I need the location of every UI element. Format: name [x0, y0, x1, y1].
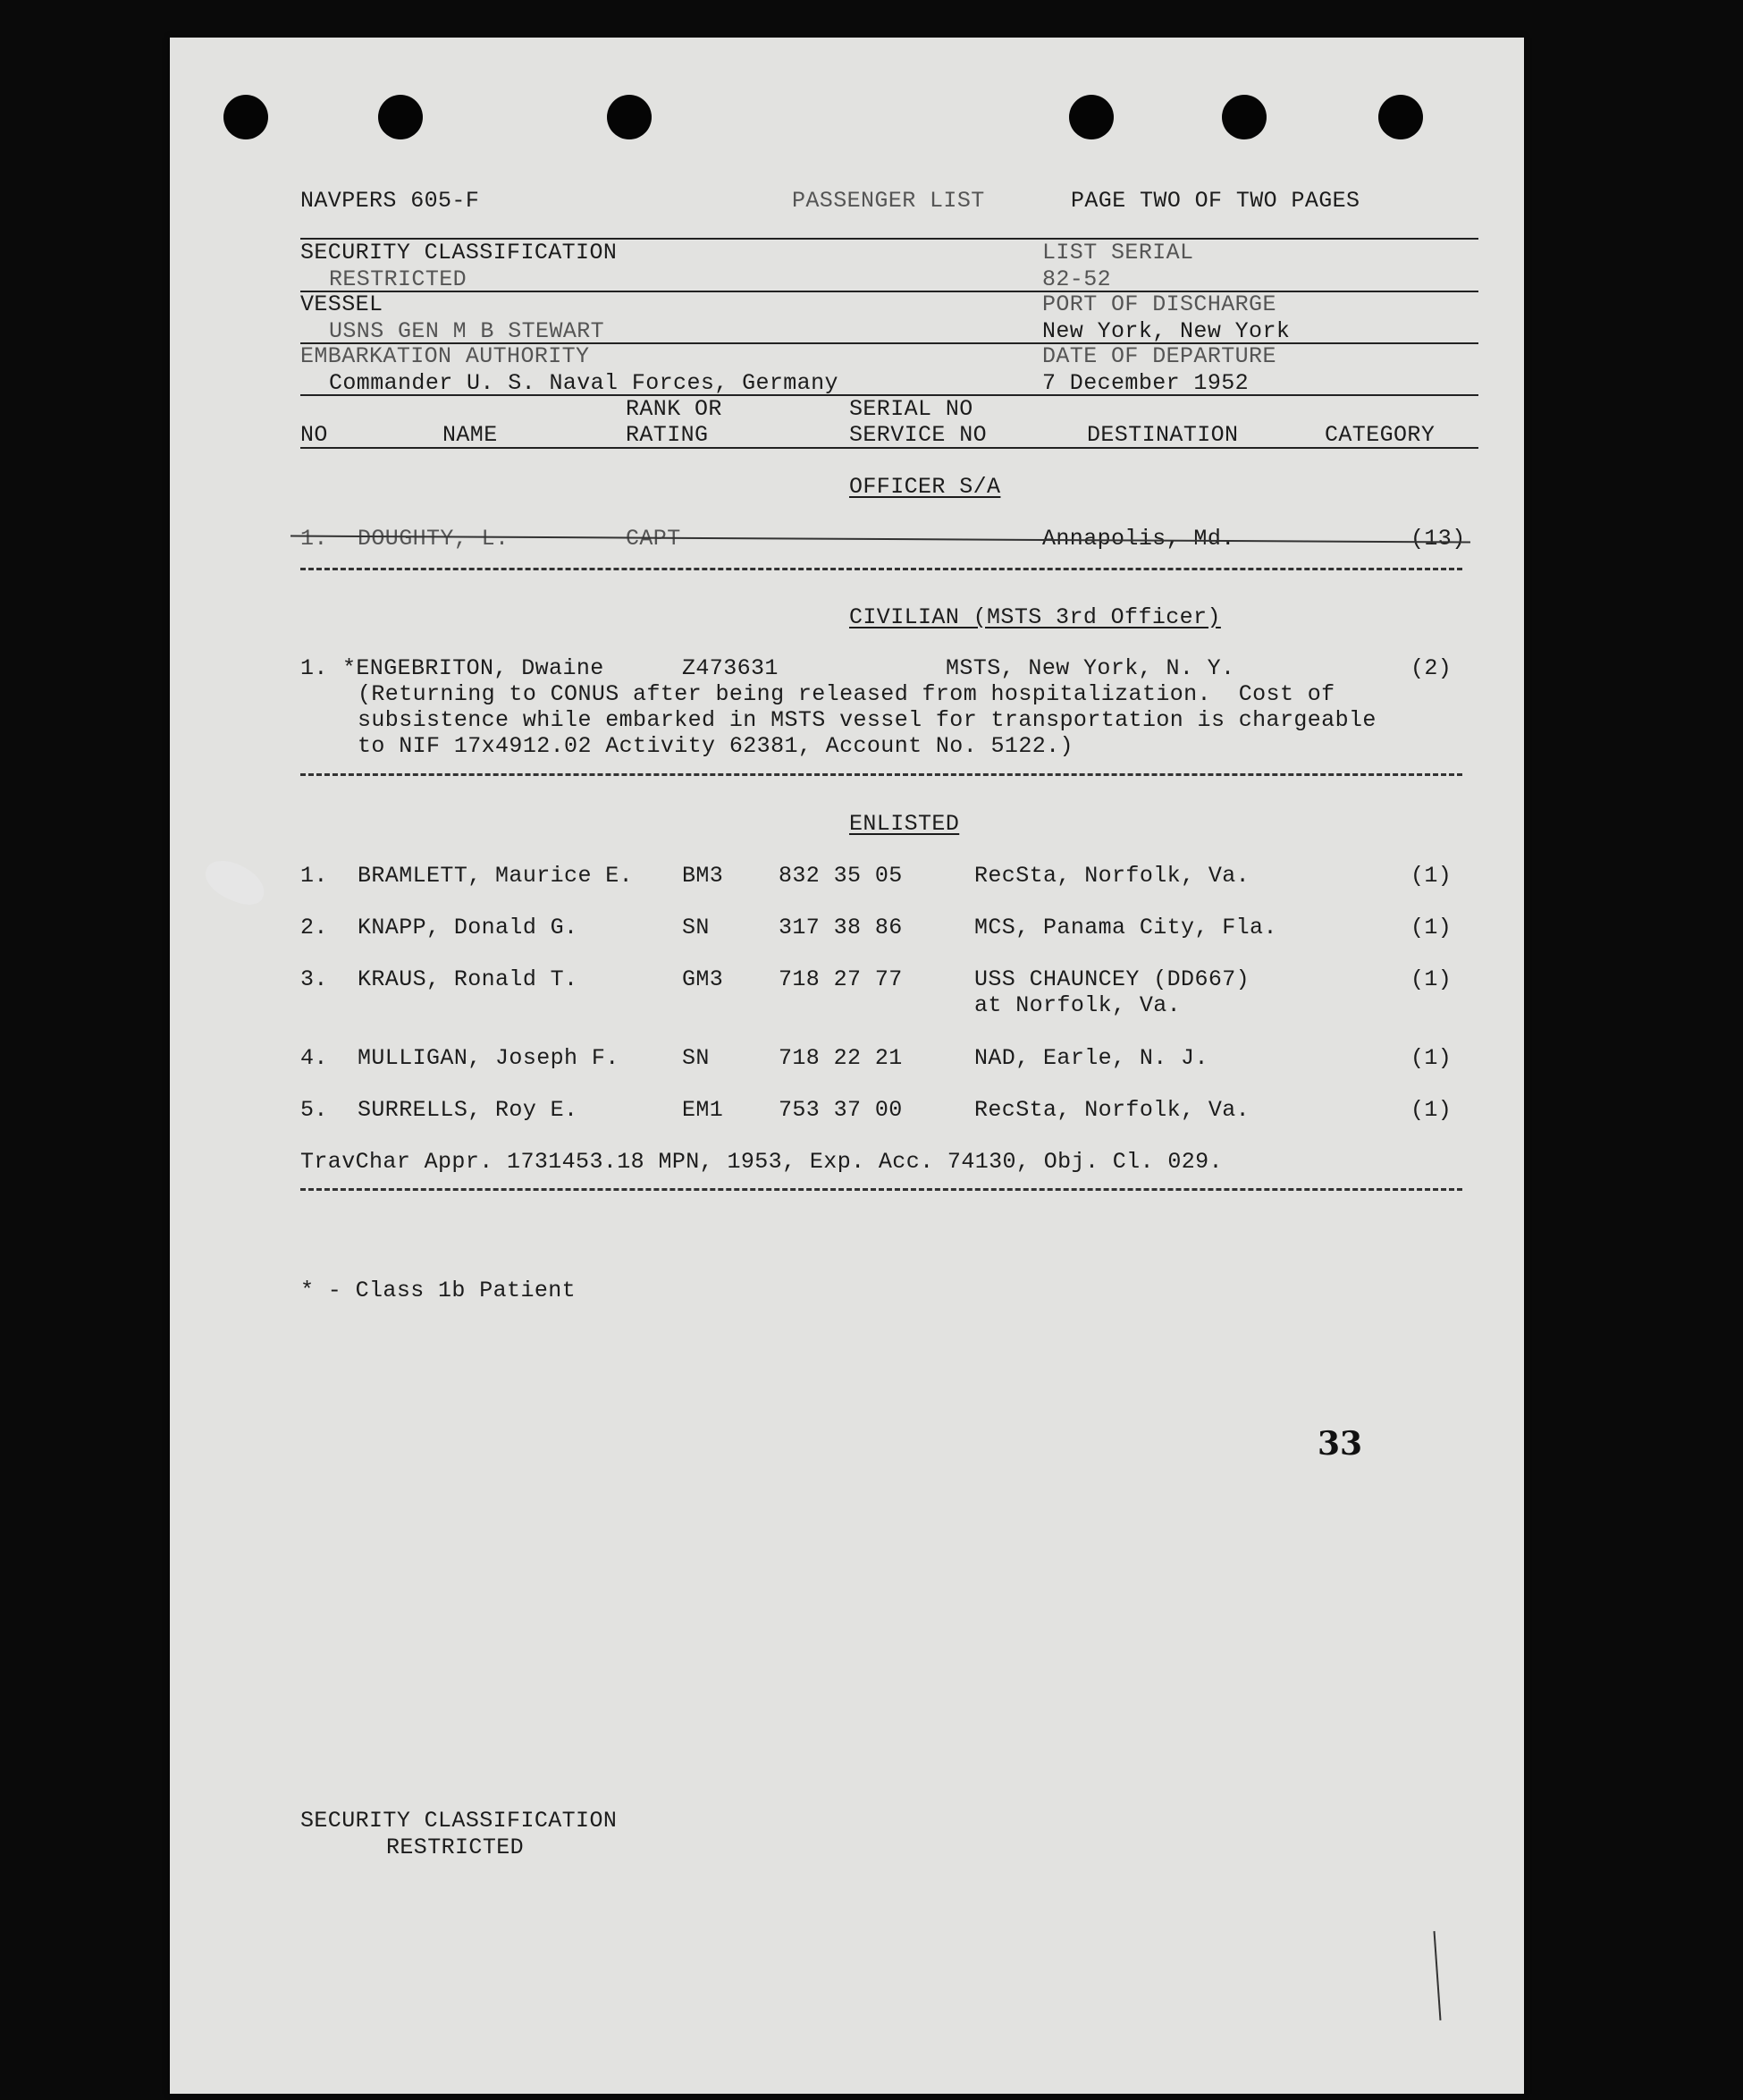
page-number: 33	[1318, 1425, 1363, 1463]
row-destination: MCS, Panama City, Fla.	[974, 915, 1277, 940]
punch-hole	[1069, 95, 1114, 139]
col-serial-1: SERIAL NO	[849, 396, 973, 422]
col-name: NAME	[442, 422, 498, 448]
civilian-name: *ENGEBRITON, Dwaine	[342, 655, 604, 681]
row-serial: 753 37 00	[779, 1097, 903, 1123]
list-serial-value: 82-52	[1042, 266, 1112, 292]
footer-security-value: RESTRICTED	[386, 1834, 525, 1860]
row-destination-2: at Norfolk, Va.	[974, 992, 1182, 1018]
row-rank: EM1	[682, 1097, 724, 1123]
security-label: SECURITY CLASSIFICATION	[300, 240, 618, 266]
row-serial: 832 35 05	[779, 863, 903, 889]
dashed-divider	[300, 773, 1462, 776]
row-category: (1)	[1410, 1097, 1452, 1123]
footer-security-label: SECURITY CLASSIFICATION	[300, 1808, 618, 1834]
punch-hole	[378, 95, 423, 139]
row-name: KRAUS, Ronald T.	[358, 966, 578, 992]
divider	[300, 291, 1478, 292]
row-destination: RecSta, Norfolk, Va.	[974, 863, 1250, 889]
row-no: 3.	[300, 966, 328, 992]
punch-hole	[223, 95, 268, 139]
row-category: (1)	[1410, 1045, 1452, 1071]
divider	[300, 447, 1478, 449]
dashed-divider	[300, 568, 1462, 570]
officer-heading: OFFICER S/A	[849, 474, 1001, 500]
row-name: BRAMLETT, Maurice E.	[358, 863, 634, 889]
officer-rank: CAPT	[626, 526, 681, 552]
row-serial: 718 22 21	[779, 1045, 903, 1071]
row-name: MULLIGAN, Joseph F.	[358, 1045, 619, 1071]
civilian-no: 1.	[300, 655, 328, 681]
civilian-serial: Z473631	[682, 655, 779, 681]
row-destination: NAD, Earle, N. J.	[974, 1045, 1208, 1071]
row-rank: BM3	[682, 863, 724, 889]
row-rank: GM3	[682, 966, 724, 992]
civilian-heading: CIVILIAN (MSTS 3rd Officer)	[849, 604, 1221, 630]
civilian-note-line: subsistence while embarked in MSTS vessel for transportation is chargeable	[358, 707, 1377, 733]
punch-hole	[607, 95, 652, 139]
row-no: 1.	[300, 863, 328, 889]
vessel-label: VESSEL	[300, 291, 383, 317]
security-value: RESTRICTED	[329, 266, 467, 292]
row-destination: RecSta, Norfolk, Va.	[974, 1097, 1250, 1123]
port-value: New York, New York	[1042, 318, 1291, 344]
punch-hole	[1222, 95, 1267, 139]
row-name: KNAPP, Donald G.	[358, 915, 578, 940]
form-number: NAVPERS 605-F	[300, 188, 480, 214]
row-rank: SN	[682, 1045, 710, 1071]
list-title: PASSENGER LIST	[792, 188, 985, 214]
document-page	[170, 38, 1524, 2094]
row-serial: 718 27 77	[779, 966, 903, 992]
civilian-note-line: (Returning to CONUS after being released from hospitalization. Cost of	[358, 681, 1335, 707]
row-category: (1)	[1410, 863, 1452, 889]
civilian-note-line: to NIF 17x4912.02 Activity 62381, Account No. 5122.)	[358, 733, 1074, 759]
officer-category: (13)	[1410, 526, 1466, 552]
row-serial: 317 38 86	[779, 915, 903, 940]
col-serial-2: SERVICE NO	[849, 422, 988, 448]
officer-no: 1.	[300, 526, 328, 552]
civilian-destination: MSTS, New York, N. Y.	[946, 655, 1235, 681]
list-serial-label: LIST SERIAL	[1042, 240, 1194, 266]
col-rank-2: RATING	[626, 422, 709, 448]
edge-mark	[199, 854, 271, 910]
divider	[300, 342, 1478, 344]
row-destination: USS CHAUNCEY (DD667)	[974, 966, 1250, 992]
row-category: (1)	[1410, 915, 1452, 940]
row-no: 4.	[300, 1045, 328, 1071]
page-info: PAGE TWO OF TWO PAGES	[1071, 188, 1360, 214]
row-name: SURRELLS, Roy E.	[358, 1097, 578, 1123]
officer-destination: Annapolis, Md.	[1042, 526, 1235, 552]
officer-name: DOUGHTY, L.	[358, 526, 509, 552]
row-category: (1)	[1410, 966, 1452, 992]
col-category: CATEGORY	[1325, 422, 1436, 448]
col-rank-1: RANK OR	[626, 396, 722, 422]
dashed-divider	[300, 1188, 1462, 1191]
travel-charge-line: TravChar Appr. 1731453.18 MPN, 1953, Exp. Acc. 74130, Obj. Cl. 029.	[300, 1149, 1223, 1175]
col-no: NO	[300, 422, 328, 448]
row-rank: SN	[682, 915, 710, 940]
departure-value: 7 December 1952	[1042, 370, 1250, 396]
enlisted-heading: ENLISTED	[849, 811, 960, 837]
scan-mark	[1434, 1931, 1442, 2020]
civilian-category: (2)	[1410, 655, 1452, 681]
footnote: * - Class 1b Patient	[300, 1278, 577, 1303]
punch-hole	[1378, 95, 1423, 139]
col-destination: DESTINATION	[1087, 422, 1239, 448]
port-label: PORT OF DISCHARGE	[1042, 291, 1276, 317]
row-no: 5.	[300, 1097, 328, 1123]
embarkation-value: Commander U. S. Naval Forces, Germany	[329, 370, 838, 396]
embarkation-label: EMBARKATION AUTHORITY	[300, 343, 590, 369]
departure-label: DATE OF DEPARTURE	[1042, 343, 1276, 369]
vessel-value: USNS GEN M B STEWART	[329, 318, 605, 344]
row-no: 2.	[300, 915, 328, 940]
